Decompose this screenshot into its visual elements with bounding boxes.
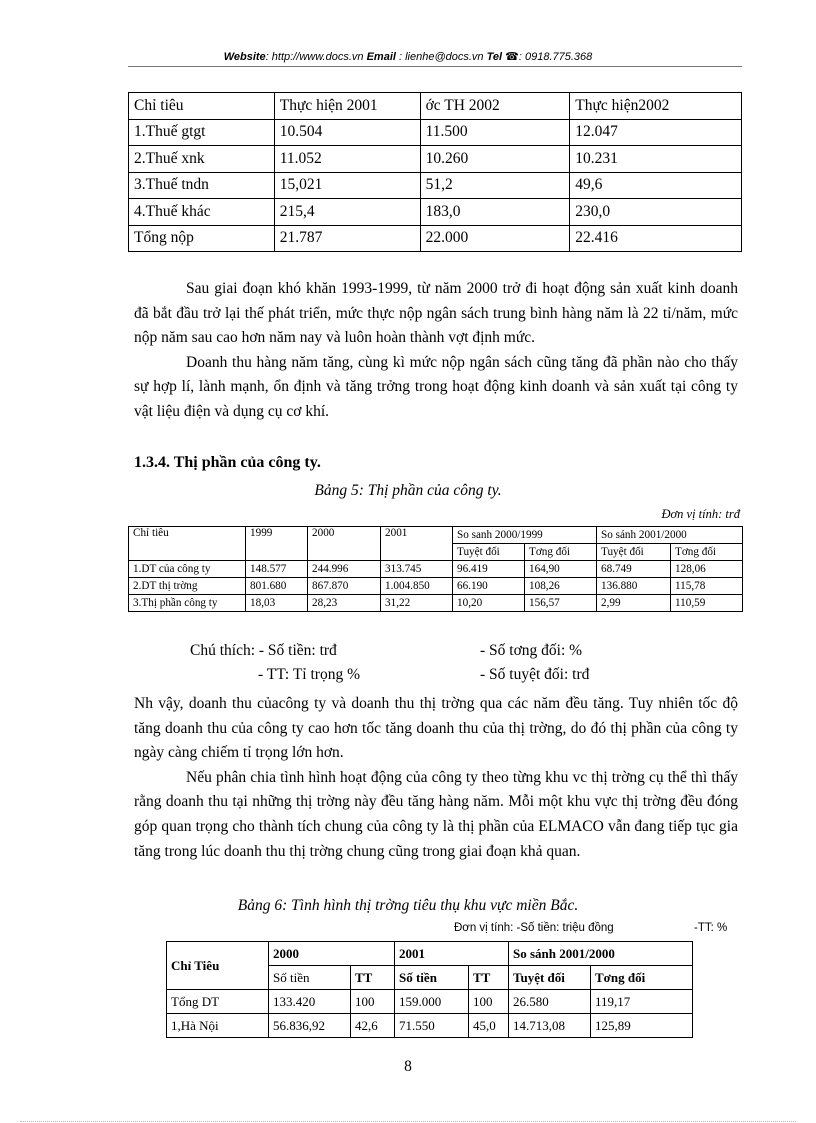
table-cell: 10,20 <box>453 595 525 612</box>
paragraph: Doanh thu hàng năm tăng, cùng kì mức nộp ngân sách cũng tăng đã phần nào cho thấy sự hợp lí, lành mạnh, ổn định và tăng trởng trong hoạt động kinh doanh và sản xuất tại công ty vật liệu điện và dụng cụ cơ khí. <box>134 353 738 420</box>
table-caption: Bảng 5: Thị phần của công ty. <box>314 482 502 499</box>
table-cell: 2,99 <box>597 595 671 612</box>
table-cell: 66.190 <box>453 578 525 595</box>
body-text-2 <box>134 692 738 864</box>
table-cell: 12.047 <box>570 119 742 146</box>
table-header-cell: Tơng đối <box>591 966 693 990</box>
table-cell: 867.870 <box>308 578 381 595</box>
table-caption: Bảng 6: Tình hình thị trờng tiêu thụ khu vực miền Bắc. <box>237 897 579 914</box>
table-header-cell: Tuyệt đối <box>453 544 525 561</box>
table-row <box>167 990 693 1014</box>
table-row <box>167 1014 693 1038</box>
table-row <box>129 595 743 612</box>
table-header-cell: So sánh 2001/2000 <box>597 527 743 544</box>
tel-value: : 0918.775.368 <box>518 51 593 63</box>
table-cell: Tổng DT <box>167 990 269 1014</box>
table-cell: 230,0 <box>570 199 742 226</box>
table-cell: 215,4 <box>274 199 420 226</box>
table-cell: 1.004.850 <box>381 578 453 595</box>
note-relative: - Số tơng đối: % <box>480 642 583 659</box>
paragraph: Sau giai đoạn khó khăn 1993-1999, từ năm 2000 trở đi hoạt động sản xuất kinh doanh đã bắt đầu trở lại thế phát triển, mức thực nộp ngân sách trung bình hàng năm là 22 tỉ/năm, mức nộp năm sau cao hơn năm nay và luôn hoàn thành vợt định mức. <box>134 280 738 347</box>
table-cell: 108,26 <box>525 578 597 595</box>
table-cell: 11.500 <box>420 119 570 146</box>
table-header-cell: 2000 <box>308 527 381 561</box>
table-header-cell: TT <box>469 966 509 990</box>
table-row <box>129 172 742 199</box>
table-cell: 156,57 <box>525 595 597 612</box>
table-row <box>129 119 742 146</box>
table-cell: 164,90 <box>525 561 597 578</box>
table-cell: 14.713,08 <box>509 1014 591 1038</box>
table-cell: 100 <box>469 990 509 1014</box>
header-divider <box>128 66 742 67</box>
table-cell: 1,Hà Nội <box>167 1014 269 1038</box>
table-header-cell: 2000 <box>269 942 395 966</box>
table-header-cell: 2001 <box>381 527 453 561</box>
table-cell: 313.745 <box>381 561 453 578</box>
table-cell: 136.880 <box>597 578 671 595</box>
table-cell: 3.Thị phần công ty <box>129 595 246 612</box>
email-label: Email <box>366 51 396 63</box>
table-header-cell: Số tiền <box>269 966 351 990</box>
table-cell: 10.260 <box>420 146 570 173</box>
table-header-cell: Chỉ tiêu <box>129 93 275 120</box>
table-header-cell: Thực hiện 2001 <box>274 93 420 120</box>
table-header-cell: 2001 <box>395 942 509 966</box>
table-cell: 45,0 <box>469 1014 509 1038</box>
table-cell: 96.419 <box>453 561 525 578</box>
table-header-cell: TT <box>351 966 395 990</box>
table-header-row <box>129 527 743 544</box>
table-row <box>129 225 742 252</box>
table-header-cell: So sanh 2000/1999 <box>453 527 597 544</box>
market-share-table <box>128 526 743 612</box>
table-cell: 183,0 <box>420 199 570 226</box>
table-cell: 133.420 <box>269 990 351 1014</box>
table-cell: 56.836,92 <box>269 1014 351 1038</box>
table-cell: 42,6 <box>351 1014 395 1038</box>
table-header-cell: Tơng đối <box>525 544 597 561</box>
table-cell: 3.Thuế tndn <box>129 172 275 199</box>
table-cell: 1.Thuế gtgt <box>129 119 275 146</box>
tel-label: Tel <box>486 51 503 63</box>
phone-icon: ☎ <box>505 51 519 63</box>
bottom-divider <box>20 1121 796 1122</box>
table-cell: 128,06 <box>671 561 743 578</box>
table-header-row <box>129 93 742 120</box>
page-header <box>0 50 816 63</box>
table-cell: 1.DT của công ty <box>129 561 246 578</box>
table-cell: 22.000 <box>420 225 570 252</box>
table-cell: 110,59 <box>671 595 743 612</box>
table-header-cell: Thực hiện2002 <box>570 93 742 120</box>
table-header-cell: Tơng đối <box>671 544 743 561</box>
table-cell: 22.416 <box>570 225 742 252</box>
table-header-cell: 1999 <box>246 527 308 561</box>
table-cell: 51,2 <box>420 172 570 199</box>
table-cell: 49,6 <box>570 172 742 199</box>
table-cell: 125,89 <box>591 1014 693 1038</box>
email-value: : lienhe@docs.vn <box>399 51 484 63</box>
table-unit: Đơn vị tính: -Số tiền: triệu đồng <box>454 922 614 934</box>
table-unit: Đơn vị tính: trđ <box>661 507 740 521</box>
paragraph: Nếu phân chia tình hình hoạt động của công ty theo từng khu vc thị trờng cụ thể thì thấy rằng doanh thu tại những thị trờng này đều tăng hàng năm. Mỗi một khu vực thị trờng đều đóng góp quan trọng cho thành tích chung của công ty là thị phần của ELMACO vẫn đang tiếp tục gia tăng trong lúc doanh thu thị trờng chung cũng trong giai đoạn khả quan. <box>134 768 738 860</box>
table-header-cell: Chỉ tiêu <box>129 527 246 561</box>
table-cell: 801.680 <box>246 578 308 595</box>
table-cell: 31,22 <box>381 595 453 612</box>
table-cell: 18,03 <box>246 595 308 612</box>
table-cell: 4.Thuế khác <box>129 199 275 226</box>
page-number: 8 <box>404 1058 412 1075</box>
table-cell: 71.550 <box>395 1014 469 1038</box>
table-cell: 11.052 <box>274 146 420 173</box>
table-cell: 2.DT thị trờng <box>129 578 246 595</box>
table-cell: 2.Thuế xnk <box>129 146 275 173</box>
table-cell: 115,78 <box>671 578 743 595</box>
table-header-cell: So sánh 2001/2000 <box>509 942 693 966</box>
tax-table <box>128 92 742 252</box>
table-row <box>129 146 742 173</box>
website-label: Website <box>223 51 266 63</box>
table-cell: 10.504 <box>274 119 420 146</box>
table-cell: 159.000 <box>395 990 469 1014</box>
table-cell: 10.231 <box>570 146 742 173</box>
table-cell: 28,23 <box>308 595 381 612</box>
table-cell: 244.996 <box>308 561 381 578</box>
table-cell: 119,17 <box>591 990 693 1014</box>
note-money: Chú thích: - Số tiền: trđ <box>190 642 337 659</box>
section-title: 1.3.4. Thị phần của công ty. <box>134 454 321 471</box>
table-header-cell: Số tiền <box>395 966 469 990</box>
table-cell: Tổng nộp <box>129 225 275 252</box>
table-cell: 21.787 <box>274 225 420 252</box>
table-header-cell: ớc TH 2002 <box>420 93 570 120</box>
table-cell: 15,021 <box>274 172 420 199</box>
table-row <box>129 199 742 226</box>
website-value: : http://www.docs.vn <box>265 51 364 63</box>
paragraph: Nh vậy, doanh thu củacông ty và doanh thu thị trờng qua các năm đều tăng. Tuy nhiên tốc độ tăng doanh thu của công ty cao hơn tốc tăng doanh thu của thị trờng, do đó thị phần của công ty ngày càng chiếm tỉ trọng lớn hơn. <box>134 695 738 762</box>
note-absolute: - Số tuyệt đối: trđ <box>480 666 590 683</box>
table-row <box>129 578 743 595</box>
table-row <box>129 561 743 578</box>
table-cell: 26.580 <box>509 990 591 1014</box>
table-cell: 68.749 <box>597 561 671 578</box>
table-header-cell: Chỉ Tiêu <box>167 942 269 990</box>
table-unit-tt: -TT: % <box>694 922 728 934</box>
body-text-1 <box>134 277 738 425</box>
table-cell: 148.577 <box>246 561 308 578</box>
note-share: - TT: Tỉ trọng % <box>258 666 360 683</box>
table-cell: 100 <box>351 990 395 1014</box>
north-region-table <box>166 941 693 1038</box>
table-header-cell: Tuyệt đối <box>597 544 671 561</box>
table-header-cell: Tuyệt đối <box>509 966 591 990</box>
table-header-row <box>167 942 693 966</box>
